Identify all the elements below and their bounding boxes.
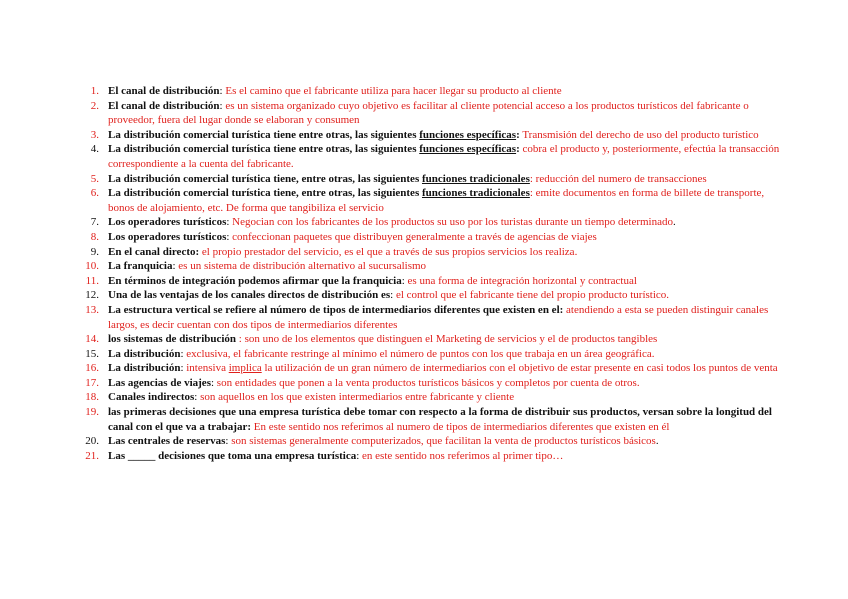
- item-number: 5.: [90, 172, 99, 185]
- item-separator: :: [401, 274, 408, 287]
- statement-text-end: :: [516, 128, 520, 141]
- item-number: 17.: [85, 376, 99, 389]
- statement-underlined: funciones específicas: [419, 143, 517, 156]
- item-separator: :: [225, 435, 232, 448]
- item-separator: :: [210, 376, 217, 389]
- item-statement: [108, 143, 520, 155]
- list-item: [0, 288, 790, 303]
- item-number: 4.: [90, 143, 99, 156]
- item-answer: el control que el fabricante tiene del propio producto turístico.: [395, 289, 670, 302]
- statement-underlined: funciones tradicionales: [421, 172, 530, 185]
- item-number: 10.: [85, 260, 99, 273]
- statement-underlined: funciones específicas: [419, 128, 517, 141]
- list-item: [0, 142, 790, 171]
- item-separator: :: [356, 449, 363, 462]
- item-number: 2.: [90, 99, 99, 112]
- item-number: 18.: [85, 391, 99, 404]
- item-number: 16.: [85, 362, 99, 375]
- item-statement: Las agencias de viajes: [108, 376, 211, 389]
- item-statement: El canal de distribución: [108, 99, 220, 112]
- item-answer: confeccionan paquetes que distribuyen generalmente a través de agencias de viajes: [232, 230, 597, 243]
- list-item: [0, 390, 790, 405]
- item-number: 3.: [90, 128, 99, 141]
- item-number: 21.: [85, 449, 99, 462]
- statement-text: La distribución comercial turística tiene entre otras, las siguientes: [108, 128, 420, 141]
- item-number: 20.: [85, 435, 99, 448]
- item-separator: :: [226, 230, 233, 243]
- item-number: 19.: [85, 406, 99, 419]
- item-answer: son sistemas generalmente computerizados, que facilitan la venta de productos turísticos básicos: [231, 435, 656, 448]
- item-statement: El canal de distribución: [108, 85, 220, 97]
- item-statement: [108, 173, 530, 185]
- item-answer: Es el camino que el fabricante utiliza para hacer llegar su producto al cliente: [225, 85, 562, 97]
- item-statement: Las centrales de reservas: [108, 435, 226, 448]
- item-number: 1.: [90, 85, 99, 97]
- item-number: 8.: [90, 230, 99, 243]
- item-number: 15.: [85, 347, 99, 360]
- list-item: [0, 347, 790, 362]
- item-answer: cobra el producto y, posteriormente, efectúa la transacción correspondiente a la cuenta del fabricante.: [108, 143, 780, 170]
- list-item: [0, 230, 790, 245]
- list-item: [0, 361, 790, 376]
- item-number: 12.: [85, 289, 99, 302]
- list-item: [0, 172, 790, 187]
- item-separator: :: [219, 99, 226, 112]
- list-item: [0, 84, 790, 99]
- item-statement: las primeras decisiones que una empresa turística debe tomar con respecto a la forma de distribuir sus productos, versan sobre la longitud del canal con el que va a trabajar:: [108, 406, 772, 433]
- statement-text: La distribución comercial turística tiene entre otras, las siguientes: [108, 143, 420, 156]
- list-item: [0, 215, 790, 230]
- list-item: [0, 128, 790, 143]
- list-item: [0, 99, 790, 128]
- item-statement: Los operadores turísticos: [108, 216, 227, 229]
- list-item: [0, 186, 790, 215]
- item-answer: Negocian con los fabricantes de los productos su uso por los turistas durante un tiempo determinado: [232, 216, 673, 229]
- item-separator: :: [238, 333, 245, 346]
- item-statement: En términos de integración podemos afirmar que la franquicia: [108, 274, 402, 287]
- item-statement: En el canal directo:: [108, 245, 200, 258]
- item-separator: :: [194, 391, 201, 404]
- item-statement: La franquicia: [108, 260, 173, 273]
- list-item: [0, 274, 790, 289]
- item-statement: los sistemas de distribución: [108, 333, 239, 346]
- item-separator: :: [180, 347, 187, 360]
- item-separator: :: [172, 260, 179, 273]
- list-item: [0, 259, 790, 274]
- item-answer: En este sentido nos referimos al numero de tipos de intermediarios diferentes que existen en él: [253, 420, 670, 433]
- item-statement: La distribución: [108, 362, 181, 375]
- item-number: 14.: [85, 333, 99, 346]
- answer-text-end: la utilización de un gran número de intermediarios con el objetivo de estar presente en casi todos los puntos de venta: [261, 362, 778, 375]
- answer-text: intensiva: [186, 362, 229, 375]
- item-answer: son aquellos en los que existen intermediarios entre fabricante y cliente: [200, 391, 515, 404]
- statement-text-end: :: [516, 143, 520, 156]
- item-answer-tail: .: [655, 435, 659, 448]
- item-statement: Canales indirectos: [108, 391, 195, 404]
- statement-text: La distribución comercial turística tiene, entre otras, las siguientes: [108, 172, 422, 185]
- item-answer: [186, 362, 777, 374]
- item-answer: atendiendo a esta se pueden distinguir canales largos, es decir cuentan con dos tipos de intermediarios diferentes: [108, 303, 769, 331]
- list-item: [0, 376, 790, 391]
- question-list: [0, 84, 790, 463]
- item-answer: : emite documentos en forma de billete de transporte, bonos de alojamiento, etc. De forma que tangibiliza el servicio: [108, 187, 765, 214]
- item-answer: son uno de los elementos que distinguen el Marketing de servicios y el de productos tangibles: [244, 333, 658, 346]
- list-item: [0, 434, 790, 449]
- item-number: 13.: [85, 303, 99, 316]
- item-answer: : reducción del numero de transacciones: [529, 172, 707, 185]
- list-item: [0, 449, 790, 464]
- item-statement: [108, 129, 520, 141]
- item-statement: [108, 187, 530, 199]
- item-answer: es un sistema organizado cuyo objetivo es facilitar al cliente potencial acceso a los productos turísticos del fabricante o proveedor, fuera del lugar donde se elaboran y consumen: [108, 99, 749, 127]
- item-statement: La distribución: [108, 347, 181, 360]
- statement-text: La distribución comercial turística tiene, entre otras, las siguientes: [108, 187, 422, 200]
- item-separator: :: [219, 85, 226, 97]
- item-number: 11.: [85, 274, 99, 287]
- item-number: 7.: [90, 216, 99, 229]
- answer-underlined: implica: [228, 362, 262, 375]
- item-answer: es una forma de integración horizontal y contractual: [407, 274, 637, 287]
- item-number: 9.: [90, 245, 99, 258]
- list-item: [0, 245, 790, 260]
- statement-underlined: funciones tradicionales: [421, 187, 530, 200]
- item-answer: exclusiva, el fabricante restringe al mínimo el número de puntos con los que trabaja en un área geográfica.: [186, 347, 655, 360]
- item-number: 6.: [90, 187, 99, 200]
- item-separator: :: [226, 216, 233, 229]
- item-answer: en este sentido nos referimos al primer tipo…: [362, 449, 564, 462]
- item-statement: Una de las ventajas de los canales directos de distribución es: [108, 289, 391, 302]
- item-separator: :: [390, 289, 396, 302]
- list-item: [0, 303, 790, 332]
- item-answer: Transmisión del derecho de uso del producto turístico: [519, 128, 759, 141]
- item-statement: La estructura vertical se refiere al número de tipos de intermediarios diferentes que existen en el:: [108, 303, 564, 316]
- item-statement: Los operadores turísticos: [108, 230, 227, 243]
- item-answer: son entidades que ponen a la venta productos turísticos básicos y completos por cuenta de otros.: [216, 376, 640, 389]
- list-item: [0, 332, 790, 347]
- item-statement: Las _____ decisiones que toma una empresa turística: [108, 449, 357, 462]
- item-answer-tail: .: [673, 216, 676, 229]
- list-item: [0, 405, 790, 434]
- item-answer: es un sistema de distribución alternativo al sucursalismo: [178, 260, 427, 273]
- item-answer: el propio prestador del servicio, es el que a través de sus propios servicios los realiza.: [201, 245, 578, 258]
- item-separator: :: [180, 362, 187, 375]
